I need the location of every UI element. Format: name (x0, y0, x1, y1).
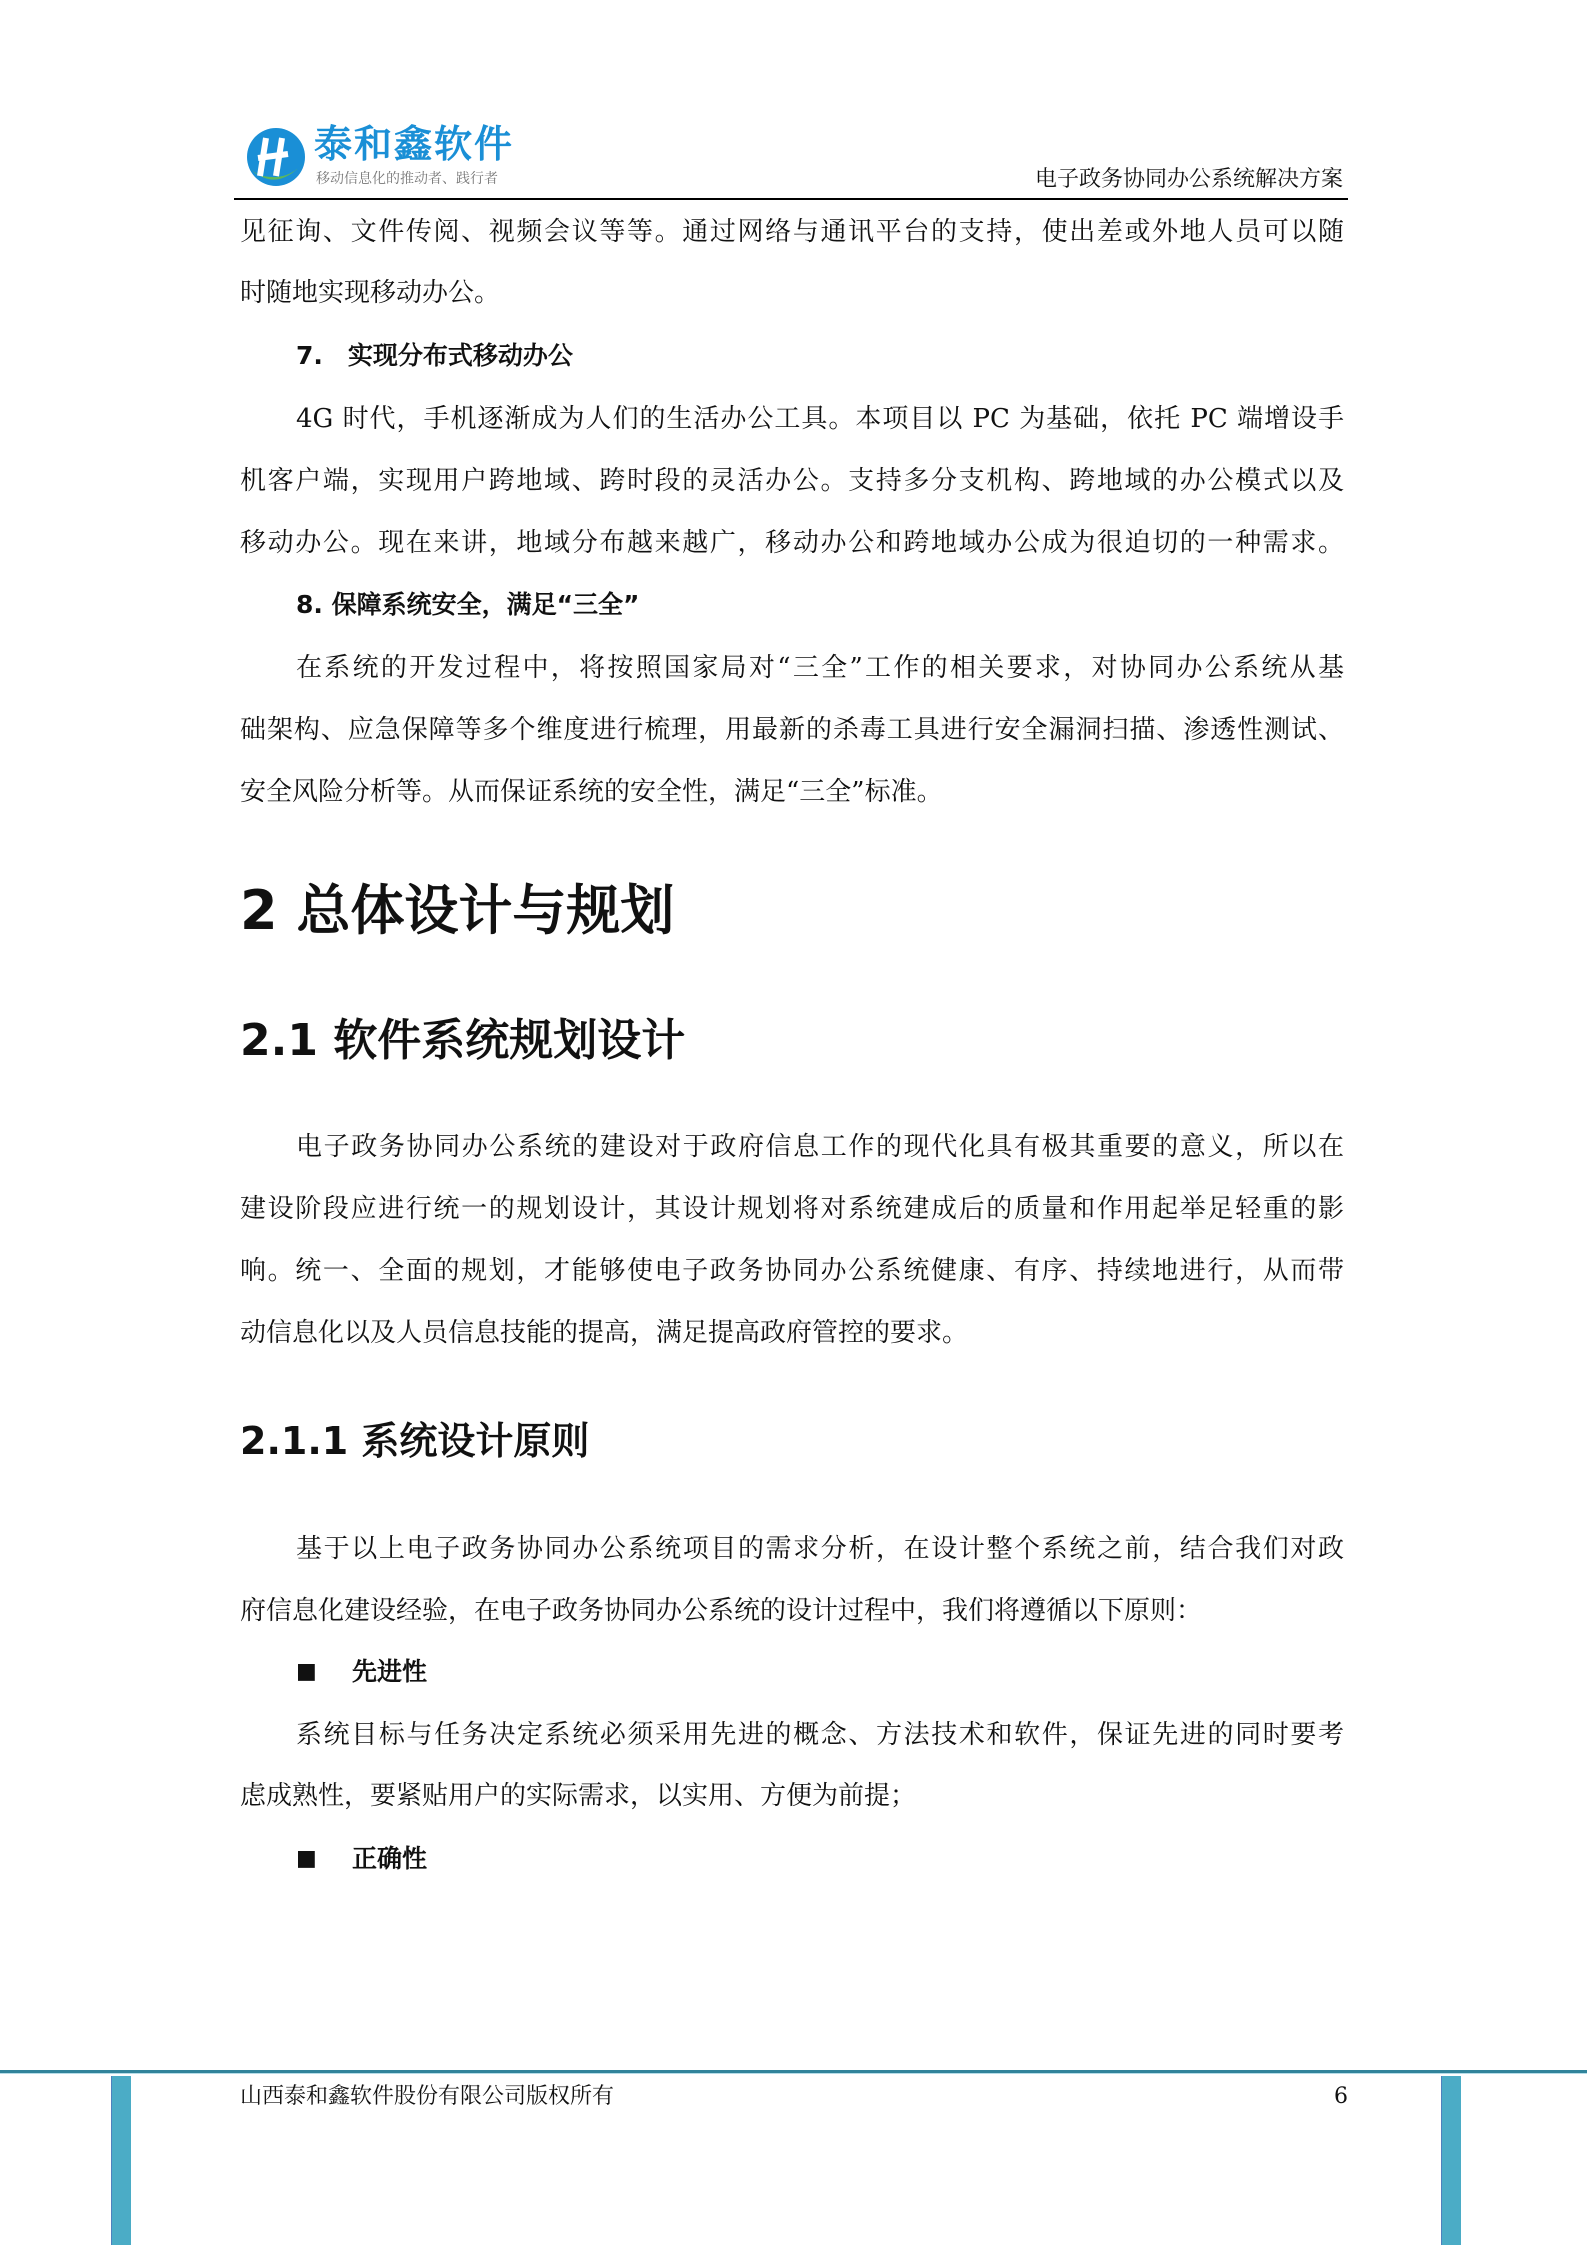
document-title: 电子政务协同办公系统解决方案 (1034, 167, 1343, 192)
paragraph-line: 响。统一、全面的规划，才能够使电子政务协同办公系统健康、有序、持续地进行，从而带 (240, 1256, 1344, 1286)
paragraph-line: 电子政务协同办公系统的建设对于政府信息工作的现代化具有极其重要的意义，所以在 (296, 1132, 1344, 1162)
logo-icon (246, 124, 306, 190)
bullet-item-advanced: 先进性 (352, 1657, 428, 1686)
bullet-item-correctness: 正确性 (352, 1844, 428, 1873)
paragraph-line: 系统目标与任务决定系统必须采用先进的概念、方法技术和软件，保证先进的同时要考 (296, 1720, 1344, 1750)
paragraph-line: 虑成熟性，要紧贴用户的实际需求，以实用、方便为前提； (240, 1781, 917, 1811)
header-rule (234, 198, 1348, 200)
paragraph-line: 基于以上电子政务协同办公系统项目的需求分析，在设计整个系统之前，结合我们对政 (296, 1534, 1344, 1564)
footer-right-bar (1441, 2076, 1461, 2245)
bullet-square-icon: ■ (296, 1846, 317, 1871)
paragraph-line: 移动办公。现在来讲，地域分布越来越广，移动办公和跨地域办公成为很迫切的一种需求。 (240, 528, 1344, 558)
paragraph-line: 时随地实现移动办公。 (240, 278, 501, 308)
paragraph-line: 础架构、应急保障等多个维度进行梳理，用最新的杀毒工具进行安全漏洞扫描、渗透性测试、 (240, 715, 1344, 745)
paragraph-line: 安全风险分析等。从而保证系统的安全性，满足“三全”标准。 (240, 777, 943, 807)
chapter-heading: 2 总体设计与规划 (240, 879, 675, 942)
paragraph-line: 见征询、文件传阅、视频会议等等。通过网络与通讯平台的支持，使出差或外地人员可以随 (240, 217, 1344, 247)
bullet-square-icon: ■ (296, 1659, 317, 1684)
paragraph-line: 动信息化以及人员信息技能的提高，满足提高政府管控的要求。 (240, 1318, 969, 1348)
section-heading: 2.1 软件系统规划设计 (240, 1015, 686, 1066)
logo-name: 泰和鑫软件 (314, 122, 515, 166)
subheading-8: 8. 保障系统安全，满足“三全” (296, 590, 640, 619)
page-number: 6 (1334, 2084, 1348, 2109)
footer-left-bar (111, 2076, 131, 2245)
subsection-heading: 2.1.1 系统设计原则 (240, 1419, 590, 1463)
paragraph-line: 府信息化建设经验，在电子政务协同办公系统的设计过程中，我们将遵循以下原则： (240, 1596, 1203, 1626)
paragraph-line: 4G 时代，手机逐渐成为人们的生活办公工具。本项目以 PC 为基础，依托 PC 端增设手 (296, 404, 1344, 434)
paragraph-line: 在系统的开发过程中，将按照国家局对“三全”工作的相关要求，对协同办公系统从基 (296, 653, 1344, 683)
logo-slogan: 移动信息化的推动者、践行者 (316, 171, 498, 187)
footer-rule-light (0, 2073, 1587, 2074)
subheading-7: 7. 实现分布式移动办公 (296, 341, 573, 370)
footer-copyright: 山西泰和鑫软件股份有限公司版权所有 (240, 2084, 615, 2109)
paragraph-line: 建设阶段应进行统一的规划设计，其设计规划将对系统建成后的质量和作用起举足轻重的影 (240, 1194, 1344, 1224)
paragraph-line: 机客户端，实现用户跨地域、跨时段的灵活办公。支持多分支机构、跨地域的办公模式以及 (240, 466, 1344, 496)
company-logo (246, 124, 306, 190)
